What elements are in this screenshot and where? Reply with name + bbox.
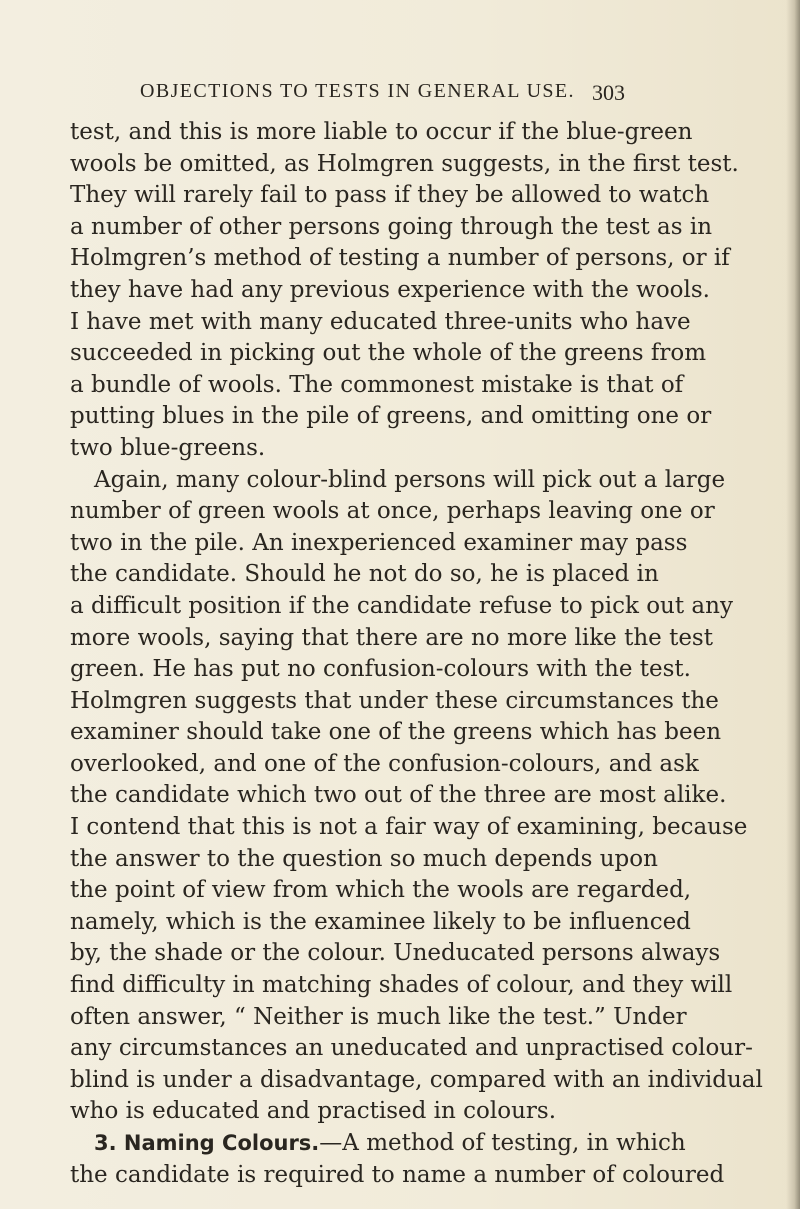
- text-line: namely, which is the examinee likely to be influenced: [70, 908, 691, 935]
- text-line: the candidate. Should he not do so, he is placed in: [70, 561, 659, 588]
- text-line: Holmgren suggests that under these circumstances the: [70, 687, 719, 714]
- text-line: succeeded in picking out the whole of the greens from: [70, 340, 707, 367]
- text-line: the candidate which two out of the three are most alike.: [70, 782, 727, 809]
- running-head-title: OBJECTIONS TO TESTS IN GENERAL USE.: [140, 80, 575, 102]
- section-heading-line: [70, 1128, 686, 1160]
- text-line: They will rarely fail to pass if they be allowed to watch: [70, 182, 710, 209]
- text-line: number of green wools at once, perhaps leaving one or: [70, 498, 715, 525]
- text-line: by, the shade or the colour. Uneducated persons always: [70, 940, 721, 967]
- body-text: [70, 117, 763, 1191]
- text-line: I contend that this is not a fair way of examining, because: [70, 814, 748, 841]
- text-line: putting blues in the pile of greens, and omitting one or: [70, 403, 712, 430]
- text-line: two in the pile. An inexperienced examiner may pass: [70, 529, 688, 556]
- text-line: the candidate is required to name a number of coloured: [70, 1161, 725, 1188]
- text-line: a number of other persons going through the test as in: [70, 213, 713, 240]
- page-number: 303: [592, 80, 625, 105]
- running-head: [140, 80, 625, 108]
- section-first-line: —A method of testing, in which: [319, 1130, 686, 1156]
- text-line: the point of view from which the wools are regarded,: [70, 877, 692, 904]
- text-line: find difficulty in matching shades of colour, and they will: [70, 972, 733, 999]
- section-heading: Naming Colours.: [123, 1131, 320, 1155]
- text-line: often answer, “ Neither is much like the test.” Under: [70, 1003, 687, 1030]
- text-line: blind is under a disadvantage, compared with an individual: [70, 1066, 763, 1093]
- text-line: Holmgren’s method of testing a number of persons, or if: [70, 245, 730, 272]
- text-line: wools be omitted, as Holmgren suggests, in the first test.: [70, 150, 739, 177]
- text-line: any circumstances an uneducated and unpractised colour-: [70, 1035, 753, 1062]
- text-line: more wools, saying that there are no more like the test: [70, 624, 713, 651]
- section-number: 3.: [94, 1131, 117, 1155]
- text-line: the answer to the question so much depends upon: [70, 845, 658, 872]
- text-line: a difficult position if the candidate refuse to pick out any: [70, 592, 733, 619]
- paragraph-start: Again, many colour-blind persons will pick out a large: [94, 466, 726, 493]
- page-edge-shadow: [786, 0, 800, 1209]
- text-line: examiner should take one of the greens which has been: [70, 719, 722, 746]
- text-line: two blue-greens.: [70, 434, 266, 461]
- text-line: a bundle of wools. The commonest mistake is that of: [70, 371, 684, 398]
- text-line: test, and this is more liable to occur if the blue-green: [70, 119, 693, 145]
- text-line: overlooked, and one of the confusion-colours, and ask: [70, 750, 699, 777]
- text-line: green. He has put no confusion-colours with the test.: [70, 656, 691, 683]
- text-line: I have met with many educated three-units who have: [70, 308, 691, 335]
- text-line: they have had any previous experience with the wools.: [70, 276, 710, 303]
- text-line: who is educated and practised in colours.: [70, 1098, 557, 1125]
